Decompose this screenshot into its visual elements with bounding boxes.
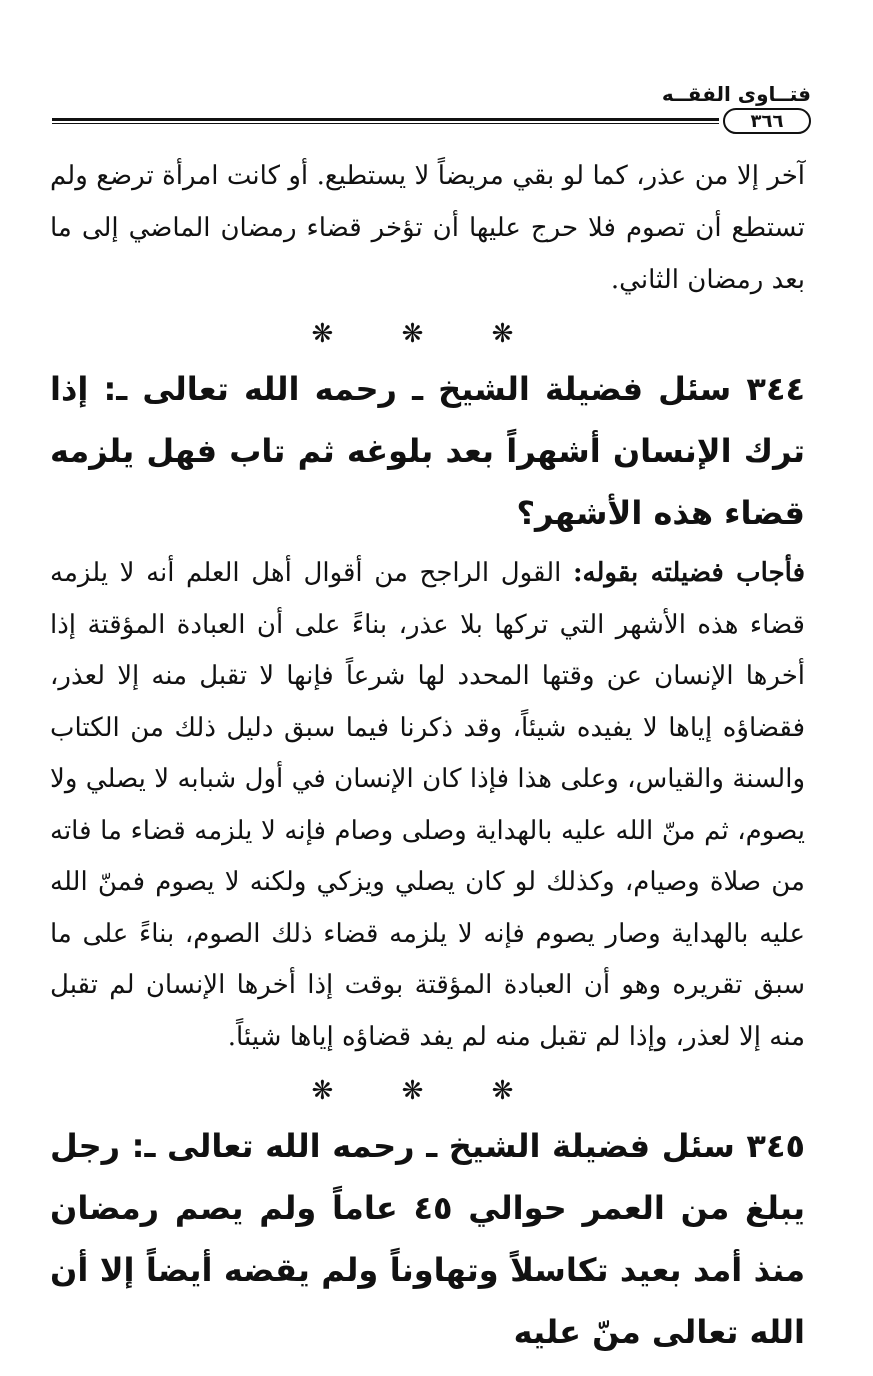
header-rule-thin xyxy=(52,123,719,124)
answer-lead: فأجاب فضيلته بقوله: xyxy=(572,558,806,588)
page-number: ٣٦٦ xyxy=(723,108,811,134)
question-344: ٣٤٤ سئل فضيلة الشيخ ـ رحمه الله تعالى ـ: إذا ترك الإنسان أشهراً بعد بلوغه ثم تاب فهل يلزمه قضاء هذه الأشهر؟ xyxy=(50,370,805,532)
question-345: ٣٤٥ سئل فضيلة الشيخ ـ رحمه الله تعالى ـ: رجل يبلغ من العمر حوالي ٤٥ عاماً ولم يصم رمضان منذ أمد بعيد تكاسلاً وتهاوناً ولم يقضه أيضاً إلا أن الله تعالى منّ عليه xyxy=(50,1127,805,1351)
section-separator: ❋ ❋ ❋ xyxy=(311,1076,544,1106)
page-header xyxy=(52,82,811,132)
section-separator: ❋ ❋ ❋ xyxy=(311,319,544,349)
paragraph-continuation: آخر إلا من عذر، كما لو بقي مريضاً لا يستطيع. أو كانت امرأة ترضع ولم تستطع أن تصوم فلا حرج عليها أن تؤخر قضاء رمضان الماضي إلى ما بعد رمضان الثاني. xyxy=(50,161,805,295)
page-body xyxy=(50,150,805,1363)
running-title: فتــاوى الفقــه xyxy=(661,82,811,106)
answer-344 xyxy=(50,548,805,1063)
header-rule xyxy=(52,118,719,121)
answer-body: القول الراجح من أقوال أهل العلم أنه لا يلزمه قضاء هذه الأشهر التي تركها بلا عذر، بناءً على أن العبادة المؤقتة إذا أخرها الإنسان عن وقتها المحدد لها شرعاً فإنها لا تقبل منه إلا لعذر، فقضاؤه إياها لا يفيده شيئاً، وقد ذكرنا فيما سبق دليل ذلك من الكتاب والسنة والقياس، وعلى هذا فإذا كان الإنسان في أول شبابه لا يصلي ولا يصوم، ثم منّ الله عليه بالهداية وصلى وصام فإنه لا يلزمه قضاء ما فاته من صلاة وصيام، وكذلك لو كان يصلي ويزكي ولكنه لا يصوم فمنّ الله عليه بالهداية وصار يصوم فإنه لا يلزمه قضاء ذلك الصوم، بناءً على ما سبق تقريره وهو أن العبادة المؤقتة بوقت إذا أخرها الإنسان لم تقبل منه إلا لعذر، وإذا لم تقبل منه لم يفد قضاؤه إياها شيئاً. xyxy=(50,558,805,1052)
